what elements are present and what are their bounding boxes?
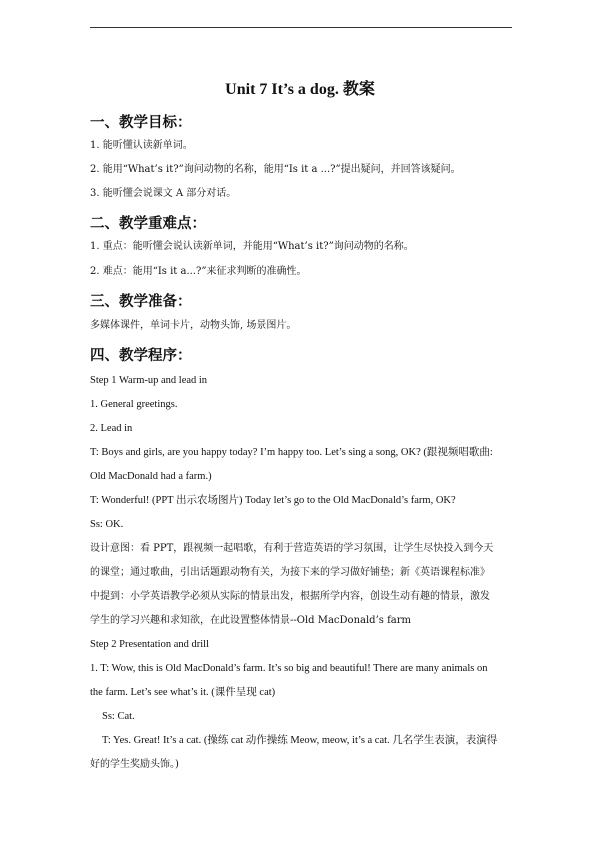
procedure-line: T: Boys and girls, are you happy today? I’m happy too. Let’s sing a song, OK? (跟视频唱歌曲: xyxy=(90,447,493,458)
design-intent-line: 中提到：小学英语教学必须从实际的情景出发，根据所学内容，创设生动有趣的情景，激发 xyxy=(90,591,490,602)
preparation-text: 多媒体课件，单词卡片，动物头饰, 场景图片。 xyxy=(90,320,297,331)
procedure-line: Step 2 Presentation and drill xyxy=(90,639,209,650)
section-heading-preparation: 三、教学准备： xyxy=(90,293,192,310)
procedure-line: T: Yes. Great! It’s a cat. (操练 cat 动作操练 Meow, meow, it’s a cat. 几名学生表演，表演得 xyxy=(102,735,498,746)
key-point-item: 1. 重点：能听懂会说认读新单词，并能用“What’s it?”询问动物的名称。 xyxy=(90,241,414,252)
key-point-item: 2. 难点：能用“Is it a...?”来征求判断的准确性。 xyxy=(90,266,307,277)
procedure-line: 2. Lead in xyxy=(90,423,133,434)
procedure-line: the farm. Let’s see what’s it. (课件呈现 cat) xyxy=(90,687,276,698)
design-intent-line: 的课堂；通过歌曲，引出话题跟动物有关，为接下来的学习做好铺垫；新《英语课程标准》 xyxy=(90,567,490,578)
objective-item: 2. 能用“What’s it?”询问动物的名称，能用“Is it a ...?”提出疑问，并回答该疑问。 xyxy=(90,164,461,175)
section-heading-procedure: 四、教学程序： xyxy=(90,347,192,364)
procedure-line: Step 1 Warm-up and lead in xyxy=(90,375,208,386)
procedure-line: T: Wonderful! (PPT 出示农场图片) Today let’s go to the Old MacDonald’s farm, OK? xyxy=(90,495,456,506)
section-heading-objectives: 一、教学目标： xyxy=(90,114,192,131)
document-title: Unit 7 It’s a dog. 教案 xyxy=(225,81,375,98)
procedure-line: 好的学生奖励头饰。) xyxy=(90,759,179,770)
procedure-line: 1. General greetings. xyxy=(90,399,178,410)
objective-item: 3. 能听懂会说课文 A 部分对话。 xyxy=(90,188,237,199)
procedure-line: Ss: OK. xyxy=(90,519,124,530)
design-intent-line: 设计意图：看 PPT，跟视频一起唱歌，有利于营造英语的学习氛围，让学生尽快投入到今天 xyxy=(90,543,494,554)
procedure-line: Ss: Cat. xyxy=(102,711,135,722)
objective-item: 1. 能听懂认读新单词。 xyxy=(90,140,193,151)
header-rule xyxy=(90,27,512,28)
procedure-line: Old MacDonald had a farm.) xyxy=(90,471,212,482)
procedure-line: 1. T: Wow, this is Old MacDonald’s farm. It’s so big and beautiful! There are many animals on xyxy=(90,663,488,674)
design-intent-line: 学生的学习兴趣和求知欲，在此设置整体情景--Old MacDonald’s farm xyxy=(90,615,411,626)
section-heading-key-points: 二、教学重难点： xyxy=(90,215,206,232)
